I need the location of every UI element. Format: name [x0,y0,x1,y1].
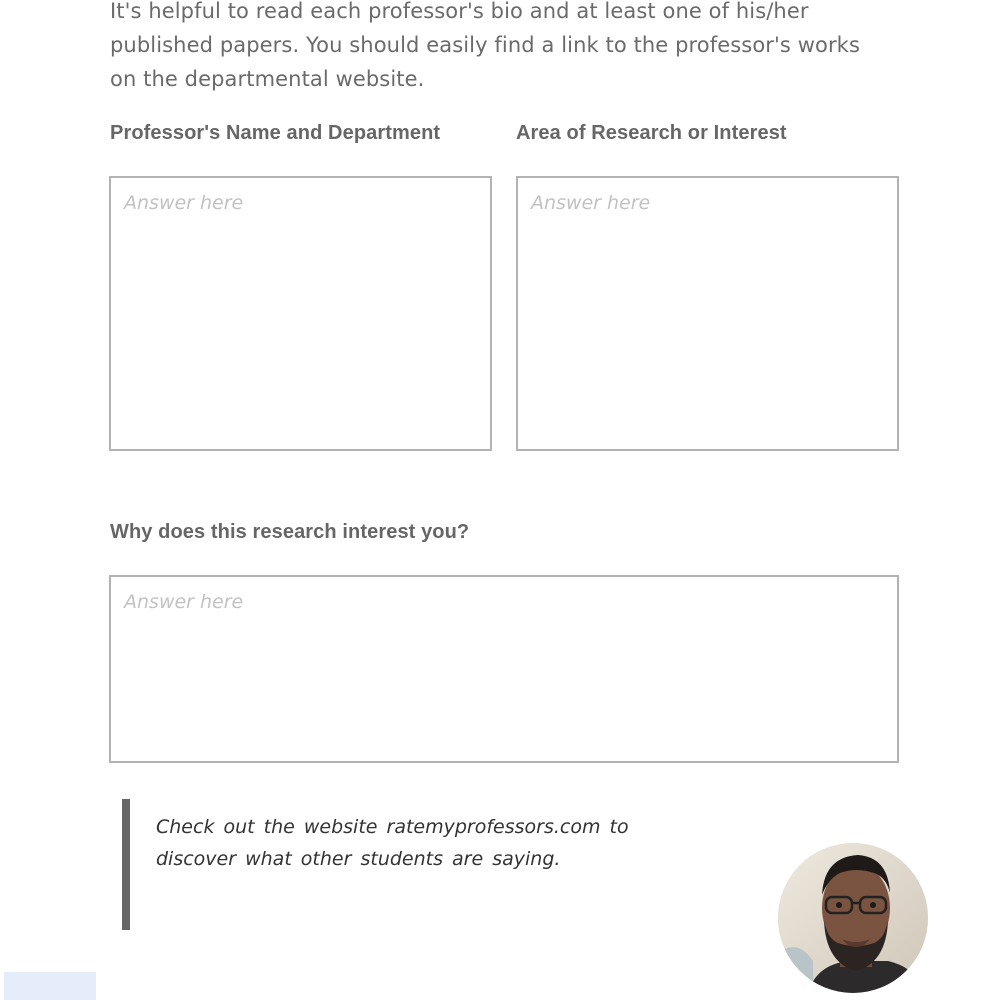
tip-text: Check out the website ratemyprofessors.com to discover what other students are saying. [156,816,629,870]
professor-name-placeholder: Answer here [124,192,244,214]
research-area-placeholder: Answer here [531,192,651,214]
avatar-illustration [778,843,928,993]
professor-name-label: Professor's Name and Department [110,122,441,144]
research-interest-label: Why does this research interest you? [110,521,470,543]
research-interest-input[interactable] [109,575,899,763]
professor-name-input[interactable] [109,176,492,451]
research-area-input[interactable] [516,176,899,451]
intro-paragraph: It's helpful to read each professor's bio and at least one of his/her published papers. You should easily find a link to the professor's works on the departmental website. [110,0,860,91]
person-photo-icon [778,843,928,993]
research-interest-placeholder: Answer here [124,591,244,613]
tip-quote-bar [122,799,130,930]
corner-tab [4,972,96,1000]
research-area-label: Area of Research or Interest [516,122,787,144]
